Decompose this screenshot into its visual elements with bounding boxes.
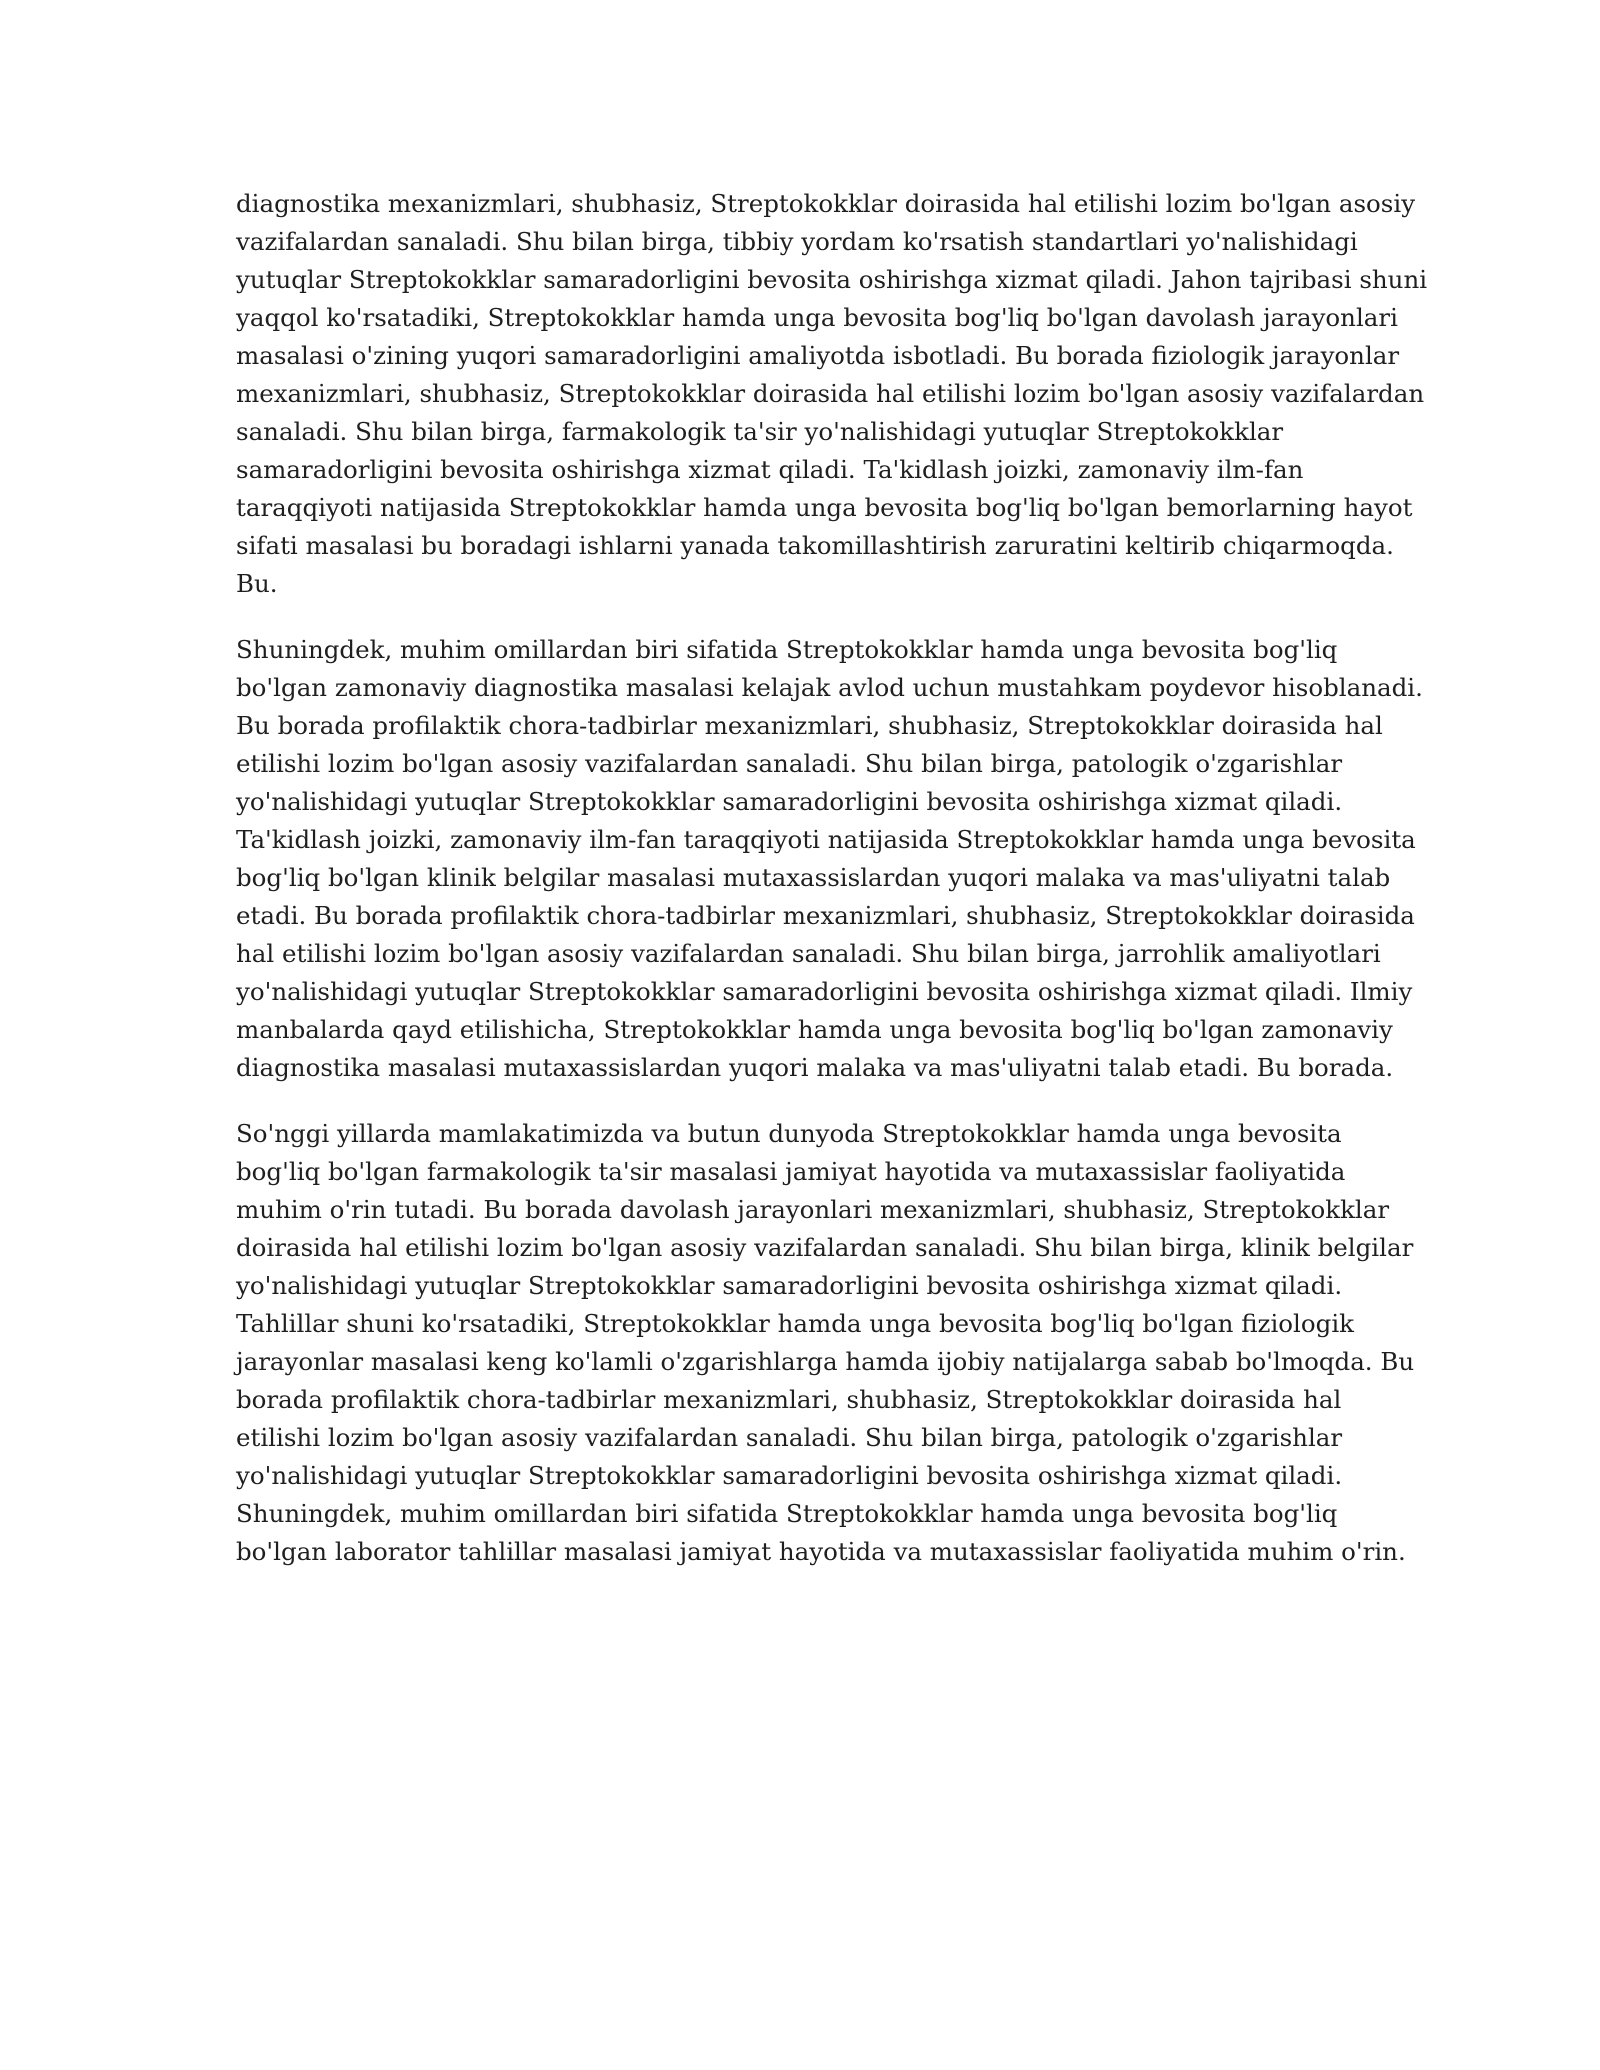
paragraph-1 <box>236 185 1428 603</box>
text-line: doirasida hal etilishi lozim bo'lgan asosiy vazifalardan sanaladi. Shu bilan birga, klinik belgilar <box>236 1233 1414 1262</box>
text-line: yo'nalishidagi yutuqlar Streptokokklar samaradorligini bevosita oshirishga xizmat qiladi. <box>236 787 1343 816</box>
text-line: So'nggi yillarda mamlakatimizda va butun dunyoda Streptokokklar hamda unga bevosita <box>236 1119 1342 1148</box>
text-line: yo'nalishidagi yutuqlar Streptokokklar samaradorligini bevosita oshirishga xizmat qiladi. <box>236 1271 1343 1300</box>
text-line: sanaladi. Shu bilan birga, farmakologik ta'sir yo'nalishidagi yutuqlar Streptokokklar <box>236 417 1284 446</box>
text-line: samaradorligini bevosita oshirishga xizmat qiladi. Ta'kidlash joizki, zamonaviy ilm-fan <box>236 455 1304 484</box>
text-line: masalasi o'zining yuqori samaradorligini amaliyotda isbotladi. Bu borada fiziologik jarayonlar <box>236 341 1400 370</box>
text-line: vazifalardan sanaladi. Shu bilan birga, tibbiy yordam ko'rsatish standartlari yo'nalishidagi <box>236 227 1358 256</box>
text-line: etilishi lozim bo'lgan asosiy vazifalardan sanaladi. Shu bilan birga, patologik o'zgarishlar <box>236 749 1343 778</box>
text-line: Shuningdek, muhim omillardan biri sifatida Streptokokklar hamda unga bevosita bog'liq <box>236 1499 1338 1528</box>
text-line: muhim o'rin tutadi. Bu borada davolash jarayonlari mexanizmlari, shubhasiz, Streptokokklar <box>236 1195 1390 1224</box>
paragraph-2 <box>236 631 1423 1087</box>
text-line: mexanizmlari, shubhasiz, Streptokokklar doirasida hal etilishi lozim bo'lgan asosiy vazifalardan <box>236 379 1425 408</box>
text-line: yutuqlar Streptokokklar samaradorligini bevosita oshirishga xizmat qiladi. Jahon tajribasi shuni <box>236 265 1428 294</box>
text-line: yo'nalishidagi yutuqlar Streptokokklar samaradorligini bevosita oshirishga xizmat qiladi. <box>236 1461 1343 1490</box>
text-line: Bu borada profilaktik chora-tadbirlar mexanizmlari, shubhasiz, Streptokokklar doirasida hal <box>236 711 1383 740</box>
text-line: yaqqol ko'rsatadiki, Streptokokklar hamda unga bevosita bog'liq bo'lgan davolash jarayonlari <box>236 303 1398 332</box>
text-line: bo'lgan zamonaviy diagnostika masalasi kelajak avlod uchun mustahkam poydevor hisoblanadi. <box>236 673 1423 702</box>
document-body <box>236 185 1428 1599</box>
paragraph-3 <box>236 1115 1415 1571</box>
text-line: Bu. <box>236 569 278 598</box>
text-line: taraqqiyoti natijasida Streptokokklar hamda unga bevosita bog'liq bo'lgan bemorlarning hayot <box>236 493 1413 522</box>
text-line: sifati masalasi bu boradagi ishlarni yanada takomillashtirish zaruratini keltirib chiqarmoqda. <box>236 531 1394 560</box>
text-line: Shuningdek, muhim omillardan biri sifatida Streptokokklar hamda unga bevosita bog'liq <box>236 635 1338 664</box>
text-line: borada profilaktik chora-tadbirlar mexanizmlari, shubhasiz, Streptokokklar doirasida hal <box>236 1385 1342 1414</box>
text-line: bog'liq bo'lgan klinik belgilar masalasi mutaxassislardan yuqori malaka va mas'uliyatni talab <box>236 863 1391 892</box>
text-line: manbalarda qayd etilishicha, Streptokokklar hamda unga bevosita bog'liq bo'lgan zamonaviy <box>236 1015 1393 1044</box>
text-line: diagnostika masalasi mutaxassislardan yuqori malaka va mas'uliyatni talab etadi. Bu borada. <box>236 1053 1394 1082</box>
text-line: yo'nalishidagi yutuqlar Streptokokklar samaradorligini bevosita oshirishga xizmat qiladi. Ilmiy <box>236 977 1413 1006</box>
text-line: bo'lgan laborator tahlillar masalasi jamiyat hayotida va mutaxassislar faoliyatida muhim o'rin. <box>236 1537 1406 1566</box>
text-line: Tahlillar shuni ko'rsatadiki, Streptokokklar hamda unga bevosita bog'liq bo'lgan fiziologik <box>236 1309 1355 1338</box>
text-line: Ta'kidlash joizki, zamonaviy ilm-fan taraqqiyoti natijasida Streptokokklar hamda unga bevosita <box>236 825 1416 854</box>
text-line: bog'liq bo'lgan farmakologik ta'sir masalasi jamiyat hayotida va mutaxassislar faoliyatida <box>236 1157 1346 1186</box>
text-line: etadi. Bu borada profilaktik chora-tadbirlar mexanizmlari, shubhasiz, Streptokokklar doirasida <box>236 901 1415 930</box>
text-line: hal etilishi lozim bo'lgan asosiy vazifalardan sanaladi. Shu bilan birga, jarrohlik amaliyotlari <box>236 939 1381 968</box>
text-line: diagnostika mexanizmlari, shubhasiz, Streptokokklar doirasida hal etilishi lozim bo'lgan asosiy <box>236 189 1416 218</box>
text-line: jarayonlar masalasi keng ko'lamli o'zgarishlarga hamda ijobiy natijalarga sabab bo'lmoqda. Bu <box>236 1347 1415 1376</box>
text-line: etilishi lozim bo'lgan asosiy vazifalardan sanaladi. Shu bilan birga, patologik o'zgarishlar <box>236 1423 1343 1452</box>
